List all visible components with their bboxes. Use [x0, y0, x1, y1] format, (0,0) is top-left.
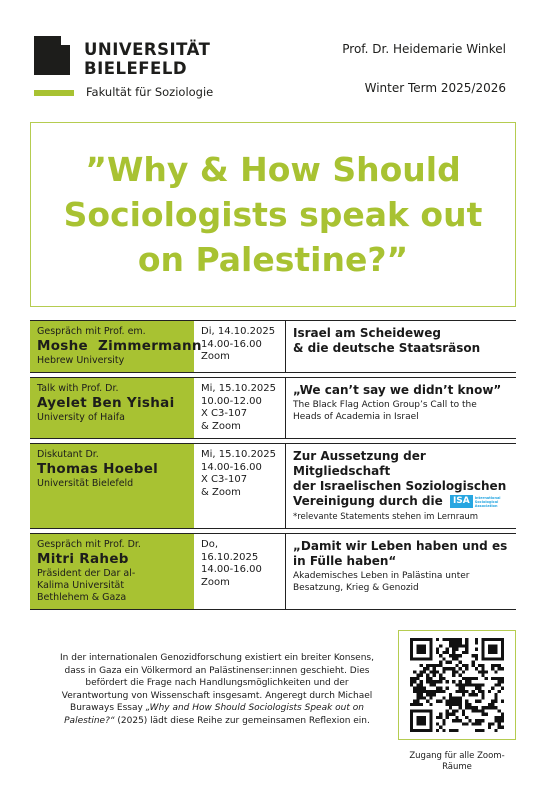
speaker-cell [30, 321, 202, 372]
event-datetime: Mi, 15.10.2025 10.00-12.00 X C3-107 & Zoom [194, 378, 286, 438]
speaker-role: Gespräch mit Prof. em. [37, 326, 146, 337]
event-datetime: Di, 14.10.2025 14.00-16.00 Zoom [194, 321, 286, 372]
speaker-cell [30, 444, 194, 528]
speaker-name: Ayelet Ben Yishai [37, 395, 175, 411]
faculty-accent-bar [34, 90, 74, 96]
topic-title: „We can’t say we didn’t know” [293, 383, 502, 397]
speaker-cell [30, 378, 194, 438]
event-row [30, 377, 516, 439]
essay-title: „Why and How Should Sociologists Speak out on Palestine?“ [64, 703, 364, 726]
university-logo-mark [34, 36, 70, 75]
qr-caption: Zugang für alle Zoom- Räume [409, 751, 505, 772]
university-name: UNIVERSITÄT BIELEFELD [84, 40, 211, 78]
isa-logo [450, 495, 507, 508]
speaker-name: Mitri Raheb [37, 551, 129, 567]
topic-cell [286, 378, 516, 438]
professor-name: Prof. Dr. Heidemarie Winkel [342, 42, 506, 56]
topic-title-text: Zur Aussetzung der Mitgliedschaft der Israelischen Soziologischen Vereinigung durch die [293, 449, 507, 508]
topic-cell [286, 534, 516, 609]
event-list [30, 320, 516, 614]
description-text-end: (2025) lädt diese Reihe zur gemeinsamen Reflexion ein. [114, 715, 370, 726]
qr-code-box [398, 630, 516, 740]
speaker-role: Gespräch mit Prof. Dr. [37, 539, 141, 550]
event-row [30, 533, 516, 610]
speaker-cell [30, 534, 194, 609]
title-box [30, 122, 516, 307]
series-description [52, 652, 382, 727]
poster-title: ”Why & How Should Sociologists speak out on Palestine?” [63, 150, 483, 279]
isa-logo-text: International Sociological Association [474, 495, 501, 508]
speaker-role: Diskutant Dr. [37, 449, 99, 460]
faculty-name: Fakultät für Soziologie [86, 85, 214, 99]
description-text: In der internationalen Genozidforschung existiert ein breiter Konsens, dass in Gaza ein Völkermord an Palästinenser:innen geschieht. Dies befördert die Frage nach Handlungsmöglichkeiten und der Verantwortung von Wissenschaft insgesamt. Angeregt durch Michael Buraways Essay [60, 653, 374, 713]
topic-subtitle: The Black Flag Action Group’s Call to the Heads of Academia in Israel [293, 400, 477, 422]
topic-title: Israel am Scheideweg & die deutsche Staatsräson [293, 326, 481, 355]
event-row [30, 443, 516, 529]
topic-cell [286, 321, 516, 372]
event-row [30, 320, 516, 373]
speaker-affiliation: Präsident der Dar al- Kalima Universität Bethlehem & Gaza [37, 568, 136, 603]
topic-cell [286, 444, 516, 528]
speaker-affiliation: Universität Bielefeld [37, 478, 134, 489]
event-datetime: Mi, 15.10.2025 14.00-16.00 X C3-107 & Zoom [194, 444, 286, 528]
topic-note: *relevante Statements stehen im Lernraum [293, 512, 479, 522]
speaker-name: Thomas Hoebel [37, 461, 159, 477]
speaker-name: Moshe Zimmermann [37, 338, 202, 354]
term-label: Winter Term 2025/2026 [364, 81, 506, 95]
speaker-affiliation: Hebrew University [37, 355, 125, 366]
isa-logo-mark: ISA [450, 495, 473, 508]
topic-title [293, 449, 509, 509]
speaker-affiliation: University of Haifa [37, 412, 125, 423]
zoom-qr-code[interactable] [410, 638, 504, 732]
event-datetime: Do, 16.10.2025 14.00-16.00 Zoom [194, 534, 286, 609]
speaker-role: Talk with Prof. Dr. [37, 383, 119, 394]
topic-title: „Damit wir Leben haben und es in Fülle haben“ [293, 539, 508, 568]
topic-subtitle: Akademisches Leben in Palästina unter Besatzung, Krieg & Genozid [293, 571, 470, 593]
